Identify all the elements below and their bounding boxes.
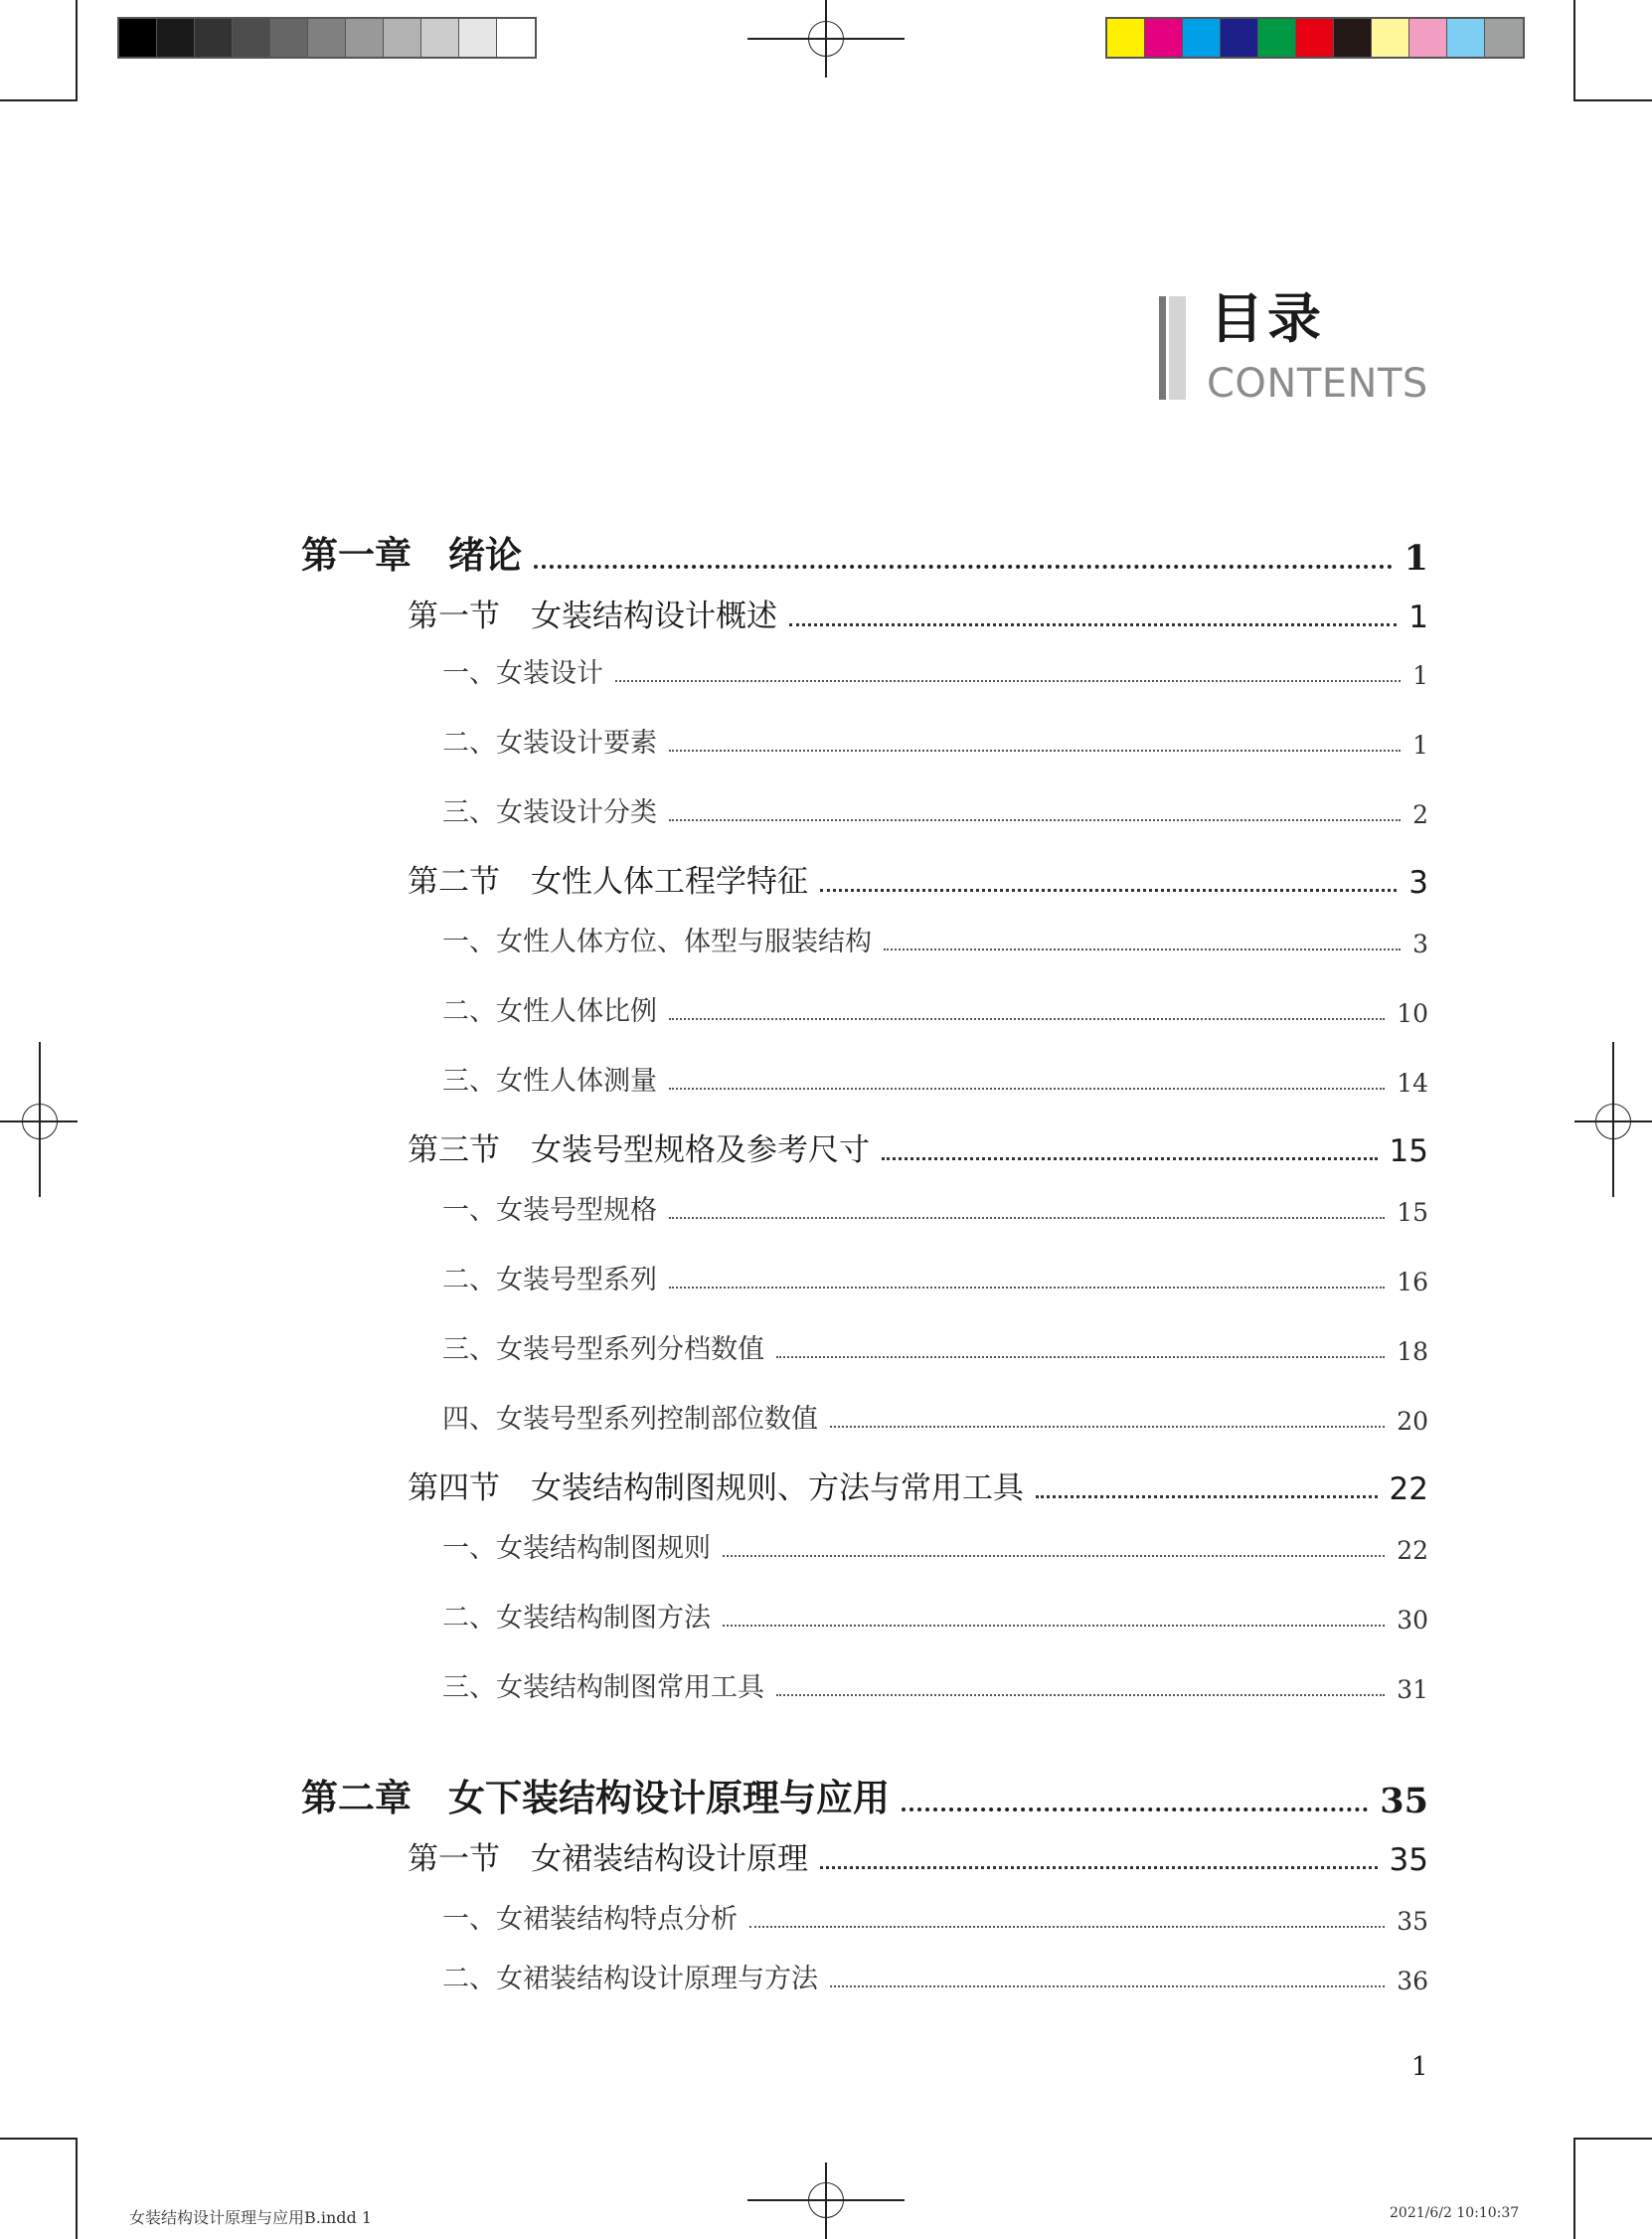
toc-page-number: 3 (1412, 930, 1428, 958)
toc-item-row (442, 721, 1428, 760)
toc-page-number: 35 (1380, 1781, 1428, 1821)
dot-leader (669, 1088, 1385, 1090)
color-swatch (157, 19, 195, 57)
toc-chapter-row (301, 525, 1428, 579)
toc-item-row (442, 1188, 1428, 1227)
toc-page-number: 22 (1397, 1536, 1428, 1565)
dot-leader (534, 565, 1393, 569)
toc-page-number: 35 (1389, 1842, 1428, 1878)
dot-leader (776, 1694, 1385, 1696)
toc-page-number: 15 (1389, 1133, 1428, 1169)
dot-leader (882, 1157, 1378, 1160)
color-swatch (384, 19, 421, 57)
toc-item-title: 三、女装设计分类 (442, 797, 657, 828)
toc-page-number: 15 (1397, 1198, 1428, 1227)
slug-file-name: 女装结构设计原理与应用B.indd 1 (129, 2208, 373, 2227)
toc-item-row (442, 1897, 1428, 1936)
toc-item-row (442, 1596, 1428, 1635)
toc-section-title: 第一节 女裙装结构设计原理 (408, 1841, 808, 1877)
toc-page-number: 2 (1412, 800, 1428, 829)
toc-section-row (408, 1124, 1428, 1169)
toc-item-title: 二、女装号型系列 (442, 1265, 657, 1295)
dot-leader (669, 1287, 1385, 1289)
page-subtitle: CONTENTS (1207, 361, 1428, 407)
toc-page-number: 1 (1412, 661, 1428, 690)
color-swatch (1145, 19, 1183, 57)
toc-section-row (408, 856, 1428, 901)
process-color-bar (1105, 17, 1525, 59)
toc-item-row (442, 920, 1428, 958)
dot-leader (669, 1018, 1385, 1020)
toc-page-number: 22 (1389, 1471, 1428, 1507)
color-swatch (195, 19, 233, 57)
toc-item-title: 二、女裙装结构设计原理与方法 (442, 1964, 818, 1994)
toc-page-number: 1 (1408, 600, 1428, 635)
toc-chapter-title: 第一章 绪论 (301, 533, 522, 577)
toc-page-number: 18 (1397, 1337, 1428, 1366)
toc-section-row (408, 1463, 1428, 1507)
toc-item-title: 二、女性人体比例 (442, 996, 657, 1027)
toc-page-number: 30 (1397, 1606, 1428, 1635)
color-swatch (270, 19, 308, 57)
slug-timestamp: 2021/6/2 10:10:37 (1390, 2205, 1520, 2221)
toc-section-title: 第四节 女装结构制图规则、方法与常用工具 (408, 1470, 1024, 1506)
color-swatch (1107, 19, 1145, 57)
color-swatch (233, 19, 270, 57)
grayscale-color-bar (117, 17, 537, 59)
dot-leader (615, 680, 1401, 682)
dot-leader (749, 1926, 1385, 1928)
toc-page-number: 36 (1397, 1967, 1428, 1995)
toc-chapter-title: 第二章 女下装结构设计原理与应用 (301, 1776, 890, 1819)
color-swatch (1409, 19, 1447, 57)
dot-leader (1036, 1495, 1378, 1498)
dot-leader (902, 1808, 1368, 1811)
toc-section-row (408, 1833, 1428, 1878)
toc-page-number: 1 (1412, 731, 1428, 760)
toc-item-title: 三、女性人体测量 (442, 1066, 657, 1097)
toc-item-row (442, 1526, 1428, 1565)
toc-chapter-row (301, 1768, 1428, 1821)
page-number: 1 (1411, 2052, 1428, 2082)
dot-leader (723, 1555, 1385, 1557)
dot-leader (820, 1866, 1378, 1869)
dot-leader (669, 750, 1401, 752)
color-swatch (421, 19, 459, 57)
toc-page-number: 16 (1397, 1268, 1428, 1296)
toc-item-row (442, 989, 1428, 1028)
toc-item-title: 二、女装设计要素 (442, 728, 657, 759)
color-swatch (346, 19, 384, 57)
color-swatch (1372, 19, 1409, 57)
color-swatch (1183, 19, 1221, 57)
toc-item-title: 四、女装号型系列控制部位数值 (442, 1404, 818, 1435)
dot-leader (669, 1217, 1385, 1219)
toc-item-title: 一、女装结构制图规则 (442, 1533, 711, 1564)
toc-item-row (442, 1665, 1428, 1704)
color-swatch (1296, 19, 1334, 57)
toc-item-title: 一、女性人体方位、体型与服装结构 (442, 927, 872, 957)
page-title: 目录 (1210, 287, 1325, 350)
toc-section-title: 第二节 女性人体工程学特征 (408, 864, 808, 900)
toc-item-title: 一、女装设计 (442, 658, 603, 689)
color-swatch (308, 19, 346, 57)
toc-item-title: 一、女裙装结构特点分析 (442, 1904, 738, 1935)
dot-leader (884, 948, 1401, 950)
toc-section-title: 第一节 女装结构设计概述 (408, 599, 777, 634)
toc-section-row (408, 591, 1428, 635)
toc-page-number: 31 (1397, 1675, 1428, 1704)
dot-leader (776, 1356, 1385, 1358)
toc-page-number: 1 (1404, 538, 1428, 579)
dot-leader (830, 1426, 1385, 1428)
color-swatch (1258, 19, 1296, 57)
color-swatch (1447, 19, 1485, 57)
toc-item-title: 一、女装号型规格 (442, 1195, 657, 1226)
toc-page-number: 10 (1397, 999, 1428, 1028)
toc-page-number: 14 (1397, 1069, 1428, 1098)
toc-item-row (442, 1059, 1428, 1098)
toc-page-number: 20 (1397, 1407, 1428, 1436)
color-swatch (497, 19, 535, 57)
toc-section-title: 第三节 女装号型规格及参考尺寸 (408, 1132, 870, 1168)
toc-item-row (442, 790, 1428, 829)
color-swatch (119, 19, 157, 57)
toc-page-number: 35 (1397, 1907, 1428, 1936)
toc-page-number: 3 (1408, 865, 1428, 901)
heading-accent-bar-light (1169, 296, 1186, 400)
toc-item-row (442, 1258, 1428, 1296)
dot-leader (830, 1985, 1385, 1987)
toc-item-row (442, 1327, 1428, 1366)
color-swatch (1485, 19, 1523, 57)
dot-leader (820, 889, 1397, 892)
toc-item-title: 二、女装结构制图方法 (442, 1603, 711, 1634)
dot-leader (669, 819, 1401, 821)
color-swatch (459, 19, 497, 57)
toc-item-title: 三、女装号型系列分档数值 (442, 1334, 764, 1365)
toc-item-row (442, 651, 1428, 690)
dot-leader (789, 623, 1397, 626)
color-swatch (1221, 19, 1258, 57)
color-swatch (1334, 19, 1372, 57)
heading-accent-bar (1159, 296, 1166, 400)
dot-leader (723, 1625, 1385, 1627)
toc-item-row (442, 1957, 1428, 1995)
toc-item-row (442, 1397, 1428, 1436)
toc-item-title: 三、女装结构制图常用工具 (442, 1672, 764, 1703)
